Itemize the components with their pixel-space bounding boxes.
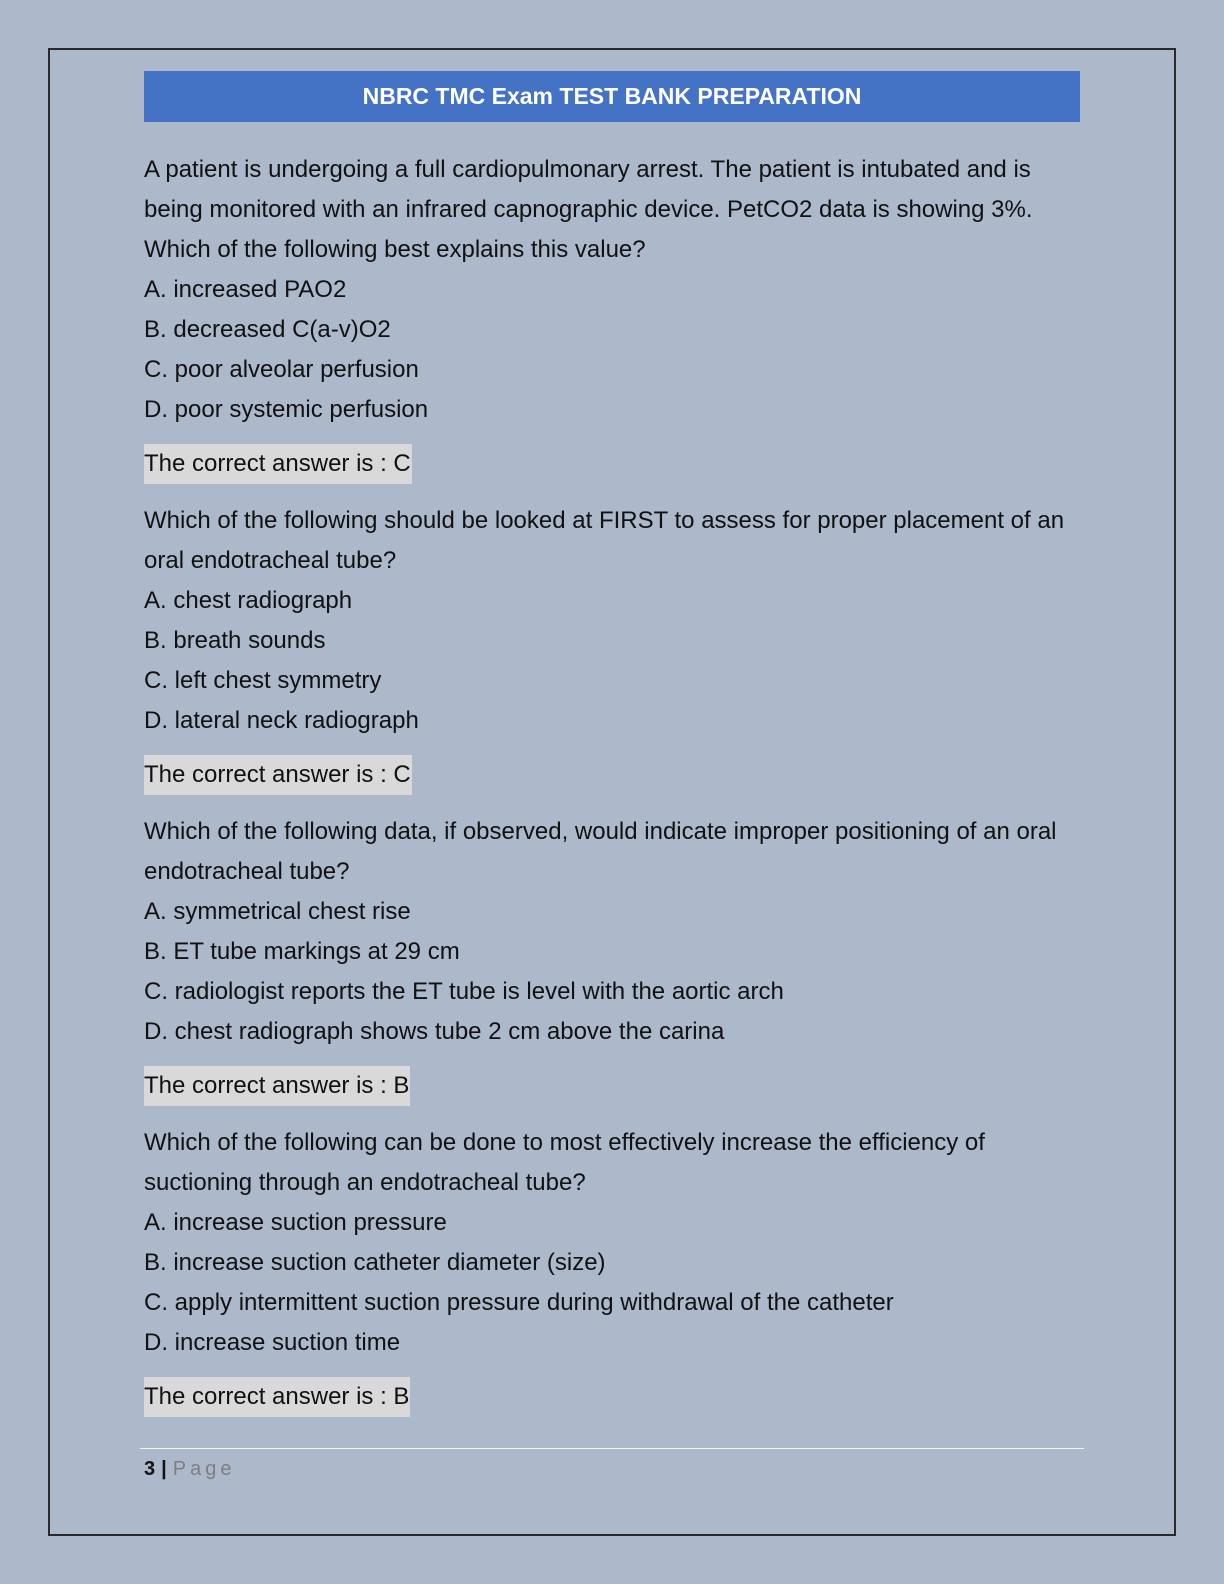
- question-2: [144, 501, 1080, 798]
- question-3: [144, 812, 1080, 1109]
- option-b: B. decreased C(a-v)O2: [144, 316, 391, 343]
- option-c: C. apply intermittent suction pressure during withdrawal of the catheter: [144, 1289, 894, 1316]
- question-4: [144, 1123, 1080, 1420]
- page-footer: [144, 1456, 235, 1482]
- option-a: A. increase suction pressure: [144, 1209, 447, 1236]
- question-text: A patient is undergoing a full cardiopulmonary arrest. The patient is intubated and is being monitored with an infrared capnographic device. PetCO2 data is showing 3%. Which of the following best explains this value?: [144, 156, 1033, 263]
- page-label: Page: [172, 1458, 236, 1480]
- footer-divider: [140, 1448, 1084, 1449]
- option-b: B. increase suction catheter diameter (size): [144, 1249, 606, 1276]
- option-b: B. ET tube markings at 29 cm: [144, 938, 460, 965]
- option-d: D. lateral neck radiograph: [144, 707, 419, 734]
- option-a: A. chest radiograph: [144, 587, 353, 614]
- option-d: D. increase suction time: [144, 1329, 401, 1356]
- option-c: C. poor alveolar perfusion: [144, 356, 419, 383]
- header-banner: NBRC TMC Exam TEST BANK PREPARATION: [144, 71, 1080, 122]
- question-1: [144, 150, 1080, 487]
- option-d: D. chest radiograph shows tube 2 cm above the carina: [144, 1018, 725, 1045]
- question-text: Which of the following can be done to most effectively increase the efficiency of suctioning through an endotracheal tube?: [144, 1129, 985, 1196]
- option-c: C. radiologist reports the ET tube is level with the aortic arch: [144, 978, 784, 1005]
- correct-answer: The correct answer is : B: [144, 1066, 410, 1106]
- option-c: C. left chest symmetry: [144, 667, 382, 694]
- footer-separator: |: [161, 1458, 167, 1480]
- option-a: A. symmetrical chest rise: [144, 898, 411, 925]
- option-d: D. poor systemic perfusion: [144, 396, 429, 423]
- correct-answer: The correct answer is : C: [144, 444, 412, 484]
- option-b: B. breath sounds: [144, 627, 326, 654]
- question-text: Which of the following data, if observed, would indicate improper positioning of an oral endotracheal tube?: [144, 818, 1057, 885]
- page-content: [144, 71, 1080, 1434]
- page-number: 3: [144, 1458, 156, 1480]
- option-a: A. increased PAO2: [144, 276, 347, 303]
- correct-answer: The correct answer is : C: [144, 755, 412, 795]
- question-text: Which of the following should be looked at FIRST to assess for proper placement of an oral endotracheal tube?: [144, 507, 1065, 574]
- correct-answer: The correct answer is : B: [144, 1377, 410, 1417]
